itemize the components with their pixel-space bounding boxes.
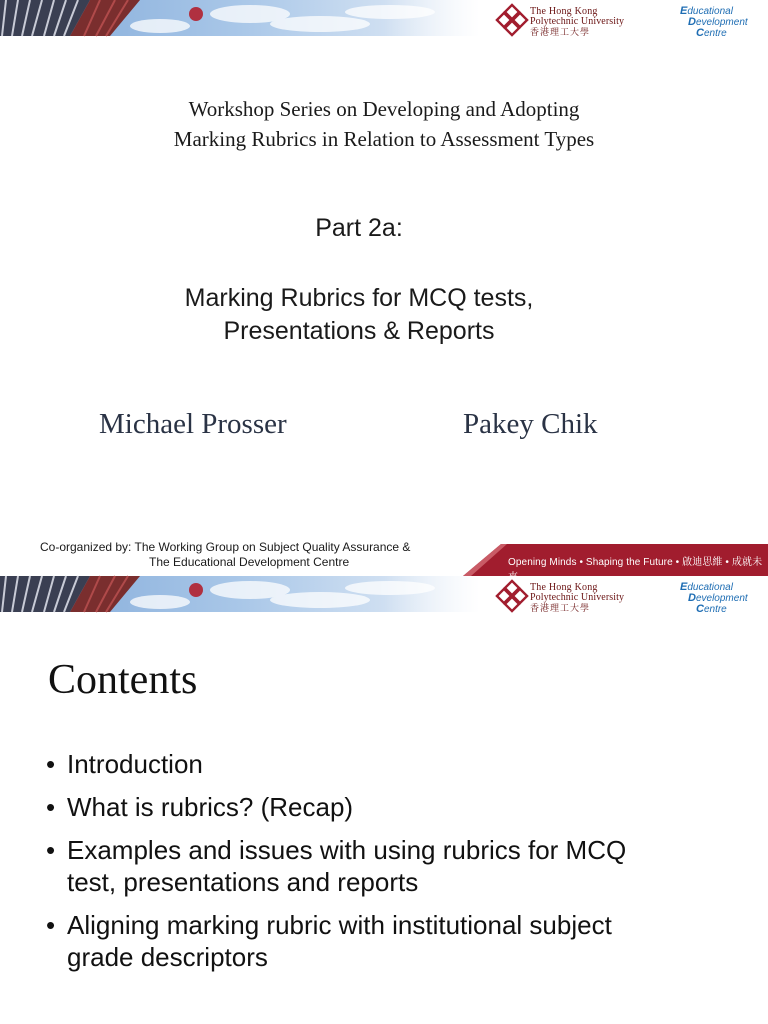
session-title — [0, 282, 718, 348]
contents-list — [46, 748, 736, 984]
polyu-name-chinese: 香港理工大學 — [530, 27, 591, 37]
edc-word3: entre — [703, 604, 727, 615]
bullet-icon: • — [46, 835, 56, 865]
edc-word2: evelopment — [695, 17, 748, 28]
polyu-name-line1: The Hong Kong — [530, 582, 598, 593]
edc-letter-c: C — [696, 27, 704, 39]
list-item — [46, 748, 736, 780]
workshop-title-line1: Workshop Series on Developing and Adopting — [188, 97, 580, 121]
session-title-line2: Presentations & Reports — [223, 317, 495, 345]
presenter-name-2: Pakey Chik — [463, 408, 598, 440]
workshop-series-title — [0, 94, 768, 154]
bullet-icon: • — [46, 792, 56, 822]
part-label: Part 2a: — [315, 214, 403, 242]
edc-logo — [680, 582, 748, 615]
co-organizer-line2: The Educational Development Centre — [149, 555, 350, 569]
presenter-name-1: Michael Prosser — [99, 408, 287, 440]
polyu-name-line2: Polytechnic University — [530, 592, 625, 603]
list-item-text: Introduction — [67, 749, 203, 779]
contents-heading: Contents — [48, 657, 198, 703]
workshop-title-line2: Marking Rubrics in Relation to Assessment Types — [173, 127, 595, 151]
list-item-text: Examples and issues with using rubrics for MCQ — [67, 835, 627, 865]
co-organizer-note — [40, 540, 410, 570]
list-item — [46, 791, 736, 823]
polyu-name-line1: The Hong Kong — [530, 6, 598, 17]
contents-slide — [0, 576, 768, 1024]
session-title-line1: Marking Rubrics for MCQ tests, — [184, 284, 534, 312]
list-item-text-cont: test, presentations and reports — [67, 867, 419, 897]
edc-word1: ducational — [687, 582, 733, 593]
edc-word1: ducational — [687, 6, 733, 17]
edc-letter-d: D — [688, 592, 696, 604]
edc-word3: entre — [703, 28, 727, 39]
campus-banner-image — [0, 0, 480, 36]
co-organizer-line1: Co-organized by: The Working Group on Subject Quality Assurance & — [40, 540, 411, 554]
polyu-name-line2: Polytechnic University — [530, 16, 625, 27]
bullet-icon: • — [46, 910, 56, 940]
polyu-name-chinese: 香港理工大學 — [530, 603, 591, 613]
edc-letter-c: C — [696, 603, 704, 615]
polyu-emblem-icon — [498, 582, 526, 610]
edc-letter-e: E — [680, 581, 688, 593]
polyu-logo — [498, 6, 668, 36]
list-item — [46, 909, 736, 973]
bullet-icon: • — [46, 749, 56, 779]
list-item — [46, 834, 736, 898]
edc-logo — [680, 6, 748, 39]
polyu-wordmark — [530, 583, 624, 613]
list-item-text: Aligning marking rubric with institutional subject — [67, 910, 612, 940]
polyu-wordmark — [530, 7, 624, 37]
university-motto: Opening Minds • Shaping the Future • 啟迪思維 • 成就未 — [508, 557, 763, 568]
edc-letter-e: E — [680, 5, 688, 17]
polyu-logo — [498, 582, 668, 612]
edc-letter-d: D — [688, 16, 696, 28]
list-item-text: What is rubrics? (Recap) — [67, 792, 354, 822]
list-item-text-cont: grade descriptors — [67, 942, 268, 972]
polyu-emblem-icon — [498, 6, 526, 34]
campus-banner-image — [0, 576, 480, 612]
edc-word2: evelopment — [695, 593, 748, 604]
